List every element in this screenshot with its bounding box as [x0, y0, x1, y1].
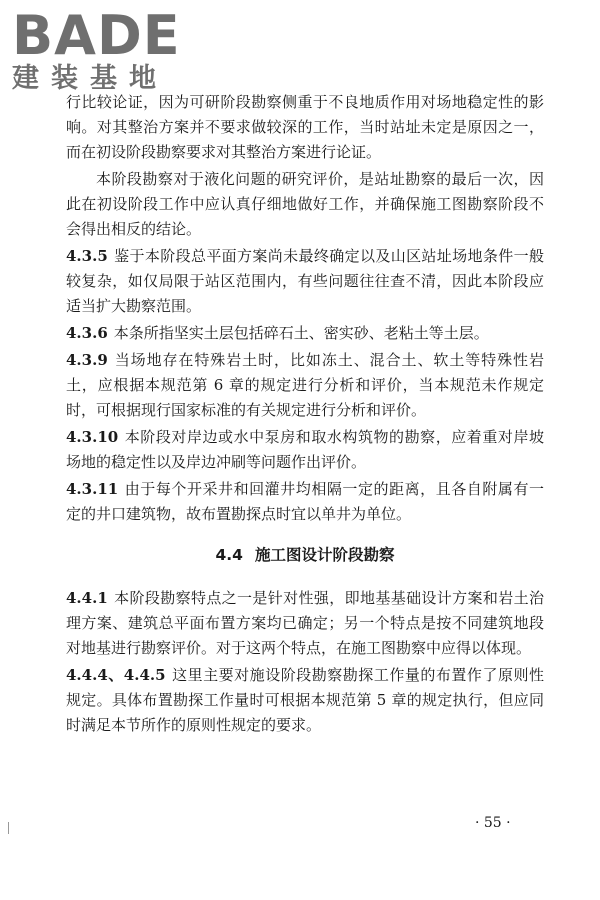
clause-4-3-5: [66, 244, 544, 319]
clause-4-4-4-5: [66, 663, 544, 738]
clause-text: 本阶段勘察特点之一是针对性强，即地基基础设计方案和岩土治理方案、建筑总平面布置方案均已确定；另一个特点是按不同建筑地段对地基进行勘察评价。对于这两个特点，在施工图勘察中应得以体现。: [66, 589, 544, 657]
margin-mark: [8, 822, 9, 834]
clause-4-3-6: [66, 321, 544, 346]
clause-number: 4.3.5: [66, 247, 108, 265]
clause-text: 由于每个开采井和回灌井均相隔一定的距离，且各自附属有一定的井口建筑物，故布置勘探点时宜以单井为单位。: [66, 480, 544, 523]
section-heading: [66, 543, 544, 568]
paragraph-continuation: 行比较论证，因为可研阶段勘察侧重于不良地质作用对场地稳定性的影响。对其整治方案并不要求做较深的工作，当时站址未定是原因之一，而在初设阶段勘察要求对其整治方案进行论证。: [66, 93, 544, 161]
clause-text: 本阶段对岸边或水中泵房和取水构筑物的勘察，应着重对岸坡场地的稳定性以及岸边冲刷等问题作出评价。: [66, 428, 544, 471]
section-number: 4.4: [215, 546, 243, 564]
logo-brand-text: BADE: [12, 4, 181, 67]
clause-number: 4.3.11: [66, 480, 119, 498]
clause-text: 当场地存在特殊岩土时，比如冻土、混合土、软土等特殊性岩土，应根据本规范第 6 章的规定进行分析和评价，当本规范未作规定时，可根据现行国家标准的有关规定进行分析和评价。: [66, 351, 544, 419]
clause-text: 本条所指坚实土层包括碎石土、密实砂、老粘土等土层。: [113, 324, 489, 342]
clause-text: 鉴于本阶段总平面方案尚未最终确定以及山区站址场地条件一般较复杂，如仅局限于站区范围内，有些问题往往查不清，因此本阶段应适当扩大勘察范围。: [66, 247, 544, 315]
clause-text: 这里主要对施设阶段勘察勘探工作量的布置作了原则性规定。具体布置勘探工作量时可根据本规范第 5 章的规定执行，但应同时满足本节所作的原则性规定的要求。: [66, 666, 544, 734]
paragraph-liquefaction: 本阶段勘察对于液化问题的研究评价，是站址勘察的最后一次，因此在初设阶段工作中应认真仔细地做好工作，并确保施工图勘察阶段不会得出相反的结论。: [66, 170, 544, 238]
clause-number: 4.3.9: [66, 351, 108, 369]
clause-number: 4.4.1: [66, 589, 108, 607]
clause-4-3-9: [66, 348, 544, 423]
brand-logo: [8, 4, 181, 98]
clause-4-3-11: [66, 477, 544, 527]
clause-4-3-10: [66, 425, 544, 475]
clause-number: 4.3.10: [66, 428, 119, 446]
clause-number: 4.3.6: [66, 324, 108, 342]
clause-4-4-1: [66, 586, 544, 661]
document-body: [66, 90, 544, 740]
clause-number: 4.4.4、4.4.5: [66, 666, 166, 684]
page-number: · 55 ·: [475, 815, 511, 831]
logo-subtitle: 建装基地: [12, 63, 168, 94]
section-title: 施工图设计阶段勘察: [254, 546, 395, 564]
